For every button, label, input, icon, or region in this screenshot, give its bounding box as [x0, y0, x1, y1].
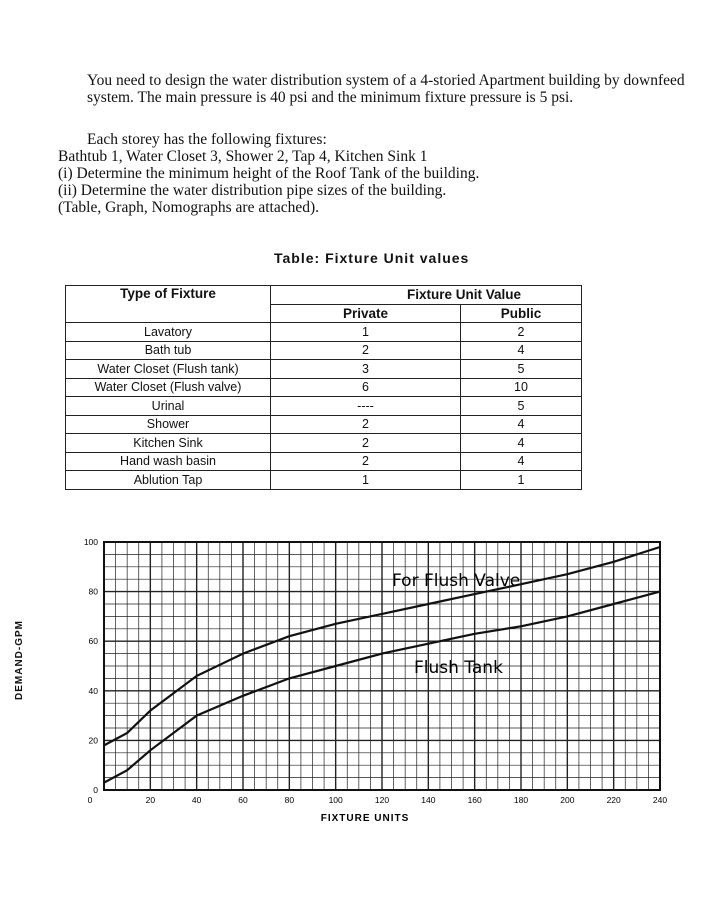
private-value: 2 — [271, 341, 461, 360]
y-tick-label: 80 — [88, 586, 98, 597]
x-tick-label: 200 — [560, 795, 575, 805]
public-value: 4 — [461, 415, 582, 434]
private-value: 2 — [271, 452, 461, 471]
table-row — [66, 397, 582, 416]
fixture-name: Kitchen Sink — [66, 434, 271, 453]
y-axis-label: DEMAND-GPM — [14, 620, 25, 700]
annotation-flush-valve: For Flush Valve — [392, 571, 521, 591]
public-value: 5 — [461, 397, 582, 416]
private-value: 1 — [271, 471, 461, 490]
table-row — [66, 360, 582, 379]
x-tick-label: 220 — [606, 795, 621, 805]
x-tick-label: 20 — [145, 795, 156, 805]
public-value: 4 — [461, 434, 582, 453]
each-storey-text: Each storey has the following fixtures: — [87, 131, 327, 148]
x-tick-label: 180 — [513, 795, 529, 805]
question-2: (ii) Determine the water distribution pipe sizes of the building. — [58, 182, 447, 199]
header-private: Private — [271, 304, 461, 323]
header-public: Public — [461, 304, 582, 323]
public-value: 5 — [461, 360, 582, 379]
x-tick-label: 0 — [87, 795, 93, 805]
table-row — [66, 415, 582, 434]
private-value: 1 — [271, 323, 461, 342]
fixture-name: Ablution Tap — [66, 471, 271, 490]
public-value: 1 — [461, 471, 582, 490]
y-tick-label: 60 — [88, 636, 98, 647]
fixture-list: Bathtub 1, Water Closet 3, Shower 2, Tap 4, Kitchen Sink 1 — [58, 148, 428, 165]
header-value: Fixture Unit Value — [407, 286, 582, 305]
y-tick-label: 40 — [88, 685, 98, 696]
annotation-flush-tank: Flush Tank — [414, 658, 503, 678]
y-tick-label: 100 — [83, 537, 98, 547]
table-row — [66, 323, 582, 342]
fixture-name: Shower — [66, 415, 271, 434]
demand-chart — [0, 528, 720, 828]
fixture-name: Lavatory — [66, 323, 271, 342]
public-value: 10 — [461, 378, 582, 397]
x-axis-label: FIXTURE UNITS — [320, 813, 410, 824]
private-value: 2 — [271, 415, 461, 434]
y-tick-label: 0 — [93, 785, 98, 795]
x-tick-label: 80 — [284, 795, 295, 805]
fixture-unit-table — [65, 285, 582, 490]
public-value: 4 — [461, 452, 582, 471]
private-value: 2 — [271, 434, 461, 453]
x-tick-label: 240 — [652, 795, 668, 805]
private-value: 6 — [271, 378, 461, 397]
table-row — [66, 471, 582, 490]
fixture-name: Bath tub — [66, 341, 271, 360]
public-value: 4 — [461, 341, 582, 360]
header-fixture: Type of Fixture — [66, 286, 271, 323]
private-value: 3 — [271, 360, 461, 379]
private-value: ---- — [271, 397, 461, 416]
table-row — [66, 341, 582, 360]
x-tick-label: 160 — [467, 795, 482, 805]
x-tick-label: 100 — [328, 795, 343, 805]
table-caption: Table: Fixture Unit values — [274, 250, 470, 266]
public-value: 2 — [461, 323, 582, 342]
x-tick-label: 140 — [421, 795, 436, 805]
fixture-name: Water Closet (Flush tank) — [66, 360, 271, 379]
attachments-note: (Table, Graph, Nomographs are attached). — [58, 199, 320, 216]
question-1: (i) Determine the minimum height of the Roof Tank of the building. — [58, 165, 480, 182]
table-row — [66, 378, 582, 397]
fixture-name: Urinal — [66, 397, 271, 416]
x-tick-label: 40 — [191, 795, 202, 805]
fixture-name: Water Closet (Flush valve) — [66, 378, 271, 397]
x-tick-label: 60 — [238, 795, 248, 805]
y-tick-label: 20 — [88, 735, 98, 746]
table-row — [66, 452, 582, 471]
fixture-name: Hand wash basin — [66, 452, 271, 471]
problem-intro: You need to design the water distribution system of a 4-storied Apartment building by downfeed system. The main pressure is 40 psi and the minimum fixture pressure is 5 psi. — [87, 72, 685, 106]
x-tick-label: 120 — [374, 795, 390, 805]
table-row — [66, 434, 582, 453]
